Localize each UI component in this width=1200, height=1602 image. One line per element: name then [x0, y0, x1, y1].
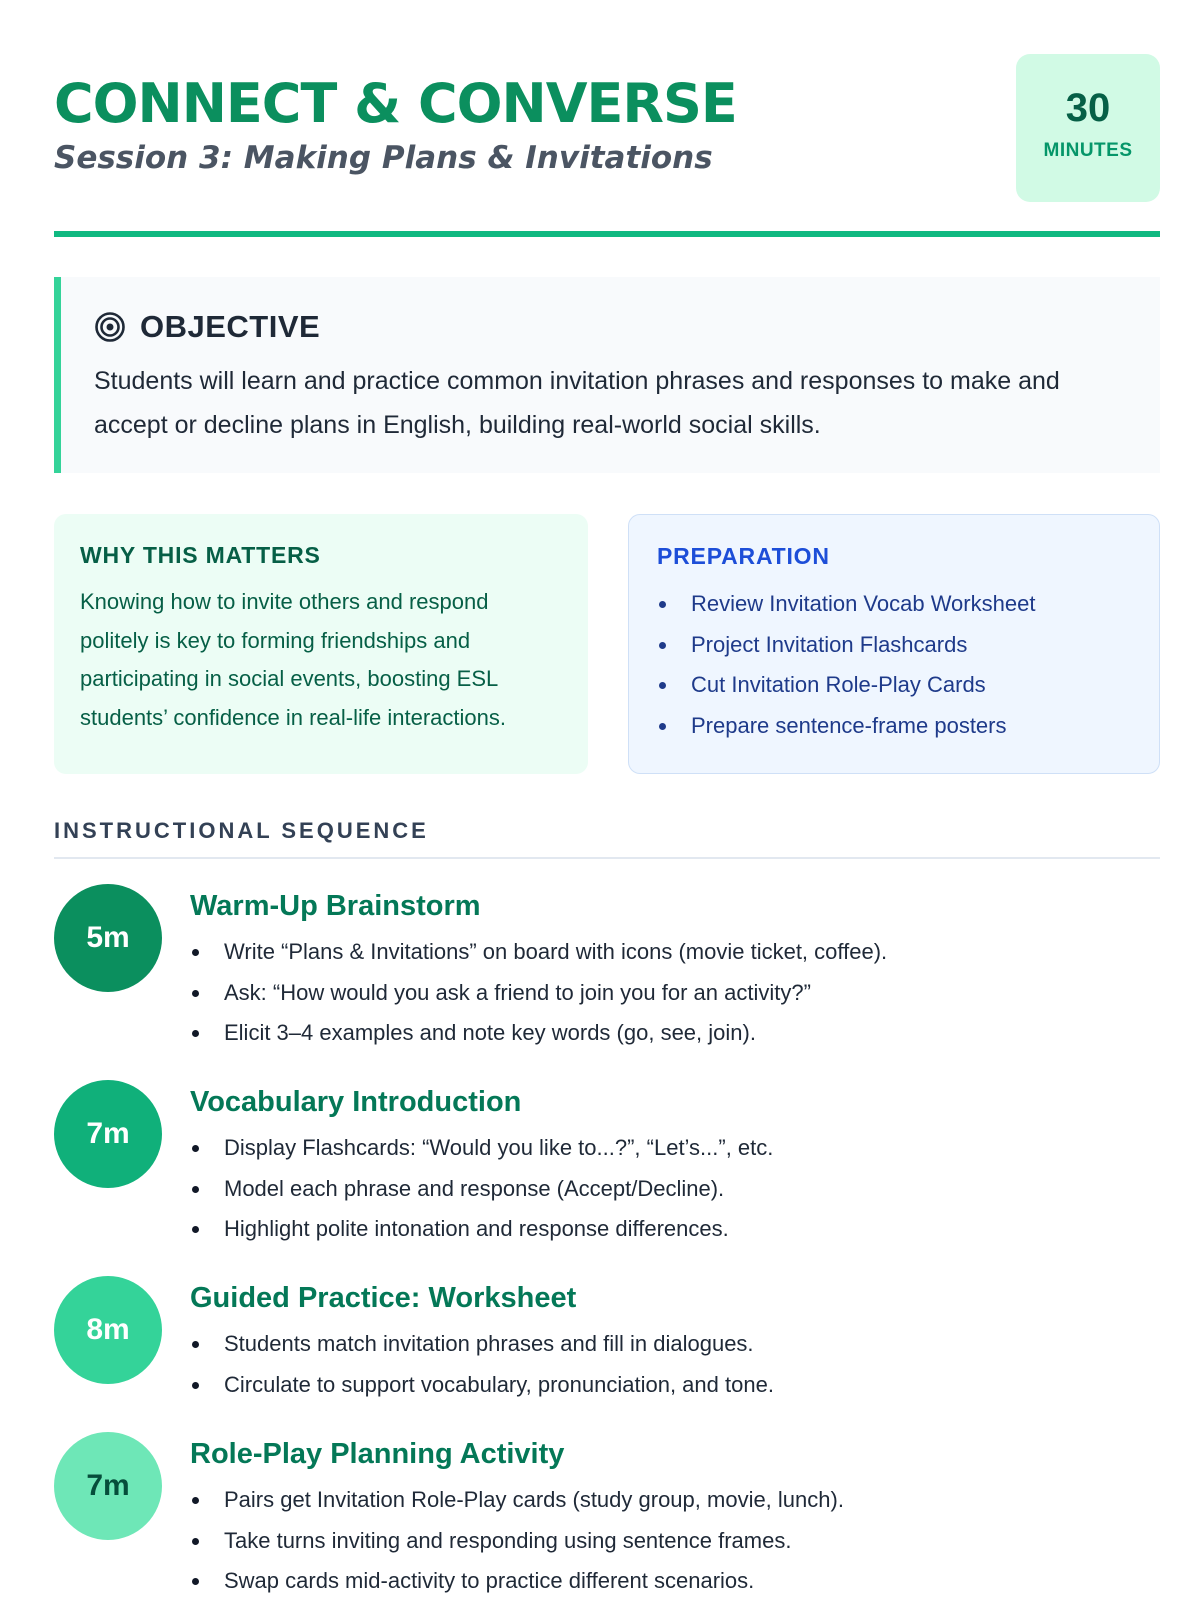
duration-unit: MINUTES	[1043, 140, 1133, 161]
preparation-item: Project Invitation Flashcards	[657, 625, 1131, 666]
step-title: Warm-Up Brainstorm	[190, 890, 481, 922]
why-title: WHY THIS MATTERS	[80, 542, 321, 568]
step-item: Take turns inviting and responding using sentence frames.	[190, 1521, 1150, 1562]
step-item: Students match invitation phrases and fill in dialogues.	[190, 1324, 1150, 1365]
header-divider	[54, 231, 1160, 237]
preparation-item: Prepare sentence-frame posters	[657, 706, 1131, 747]
preparation-list	[657, 584, 1131, 746]
step-item: Pairs get Invitation Role-Play cards (study group, movie, lunch).	[190, 1480, 1150, 1521]
why-text: Knowing how to invite others and respond politely is key to forming friendships and participating in social events, boosting ESL students’ confidence in real-life interactions.	[80, 589, 506, 730]
step-list	[190, 1128, 1150, 1250]
preparation-item: Cut Invitation Role-Play Cards	[657, 665, 1131, 706]
step-item: Model each phrase and response (Accept/Decline).	[190, 1169, 1150, 1210]
step-item: Display Flashcards: “Would you like to...?”, “Let’s...”, etc.	[190, 1128, 1150, 1169]
duration-value: 30	[1065, 86, 1111, 130]
sequence-divider	[54, 857, 1160, 859]
step-title: Role-Play Planning Activity	[190, 1438, 565, 1470]
step-item: Ask: “How would you ask a friend to join you for an activity?”	[190, 973, 1150, 1014]
objective-text: Students will learn and practice common invitation phrases and responses to make and accept or decline plans in English, building real-world social skills.	[94, 367, 1060, 439]
page-title: CONNECT & CONVERSE	[54, 72, 737, 135]
preparation-item: Review Invitation Vocab Worksheet	[657, 584, 1131, 625]
step-list	[190, 932, 1150, 1054]
step-time-bubble: 7m	[54, 1432, 162, 1540]
step-time-bubble: 7m	[54, 1080, 162, 1188]
preparation-title: PREPARATION	[657, 543, 830, 569]
preparation-card	[628, 514, 1160, 774]
step-item: Elicit 3–4 examples and note key words (go, see, join).	[190, 1013, 1150, 1054]
step-title: Guided Practice: Worksheet	[190, 1282, 577, 1314]
header	[54, 54, 1160, 202]
session-subtitle: Session 3: Making Plans & Invitations	[54, 140, 713, 176]
step-item: Write “Plans & Invitations” on board with icons (movie ticket, coffee).	[190, 932, 1150, 973]
why-this-matters-card	[54, 514, 588, 774]
step-list	[190, 1480, 1150, 1602]
step-list	[190, 1324, 1150, 1405]
objective-section	[54, 277, 1160, 473]
step-item: Circulate to support vocabulary, pronunciation, and tone.	[190, 1365, 1150, 1406]
step-item: Swap cards mid-activity to practice different scenarios.	[190, 1561, 1150, 1602]
step-time-bubble: 5m	[54, 884, 162, 992]
step-time-bubble: 8m	[54, 1276, 162, 1384]
step-title: Vocabulary Introduction	[190, 1086, 522, 1118]
sequence-title: INSTRUCTIONAL SEQUENCE	[54, 818, 429, 843]
duration-badge	[1016, 54, 1160, 202]
step-item: Highlight polite intonation and response differences.	[190, 1209, 1150, 1250]
target-icon	[94, 311, 126, 343]
objective-heading	[94, 309, 320, 345]
objective-title: OBJECTIVE	[140, 309, 321, 344]
